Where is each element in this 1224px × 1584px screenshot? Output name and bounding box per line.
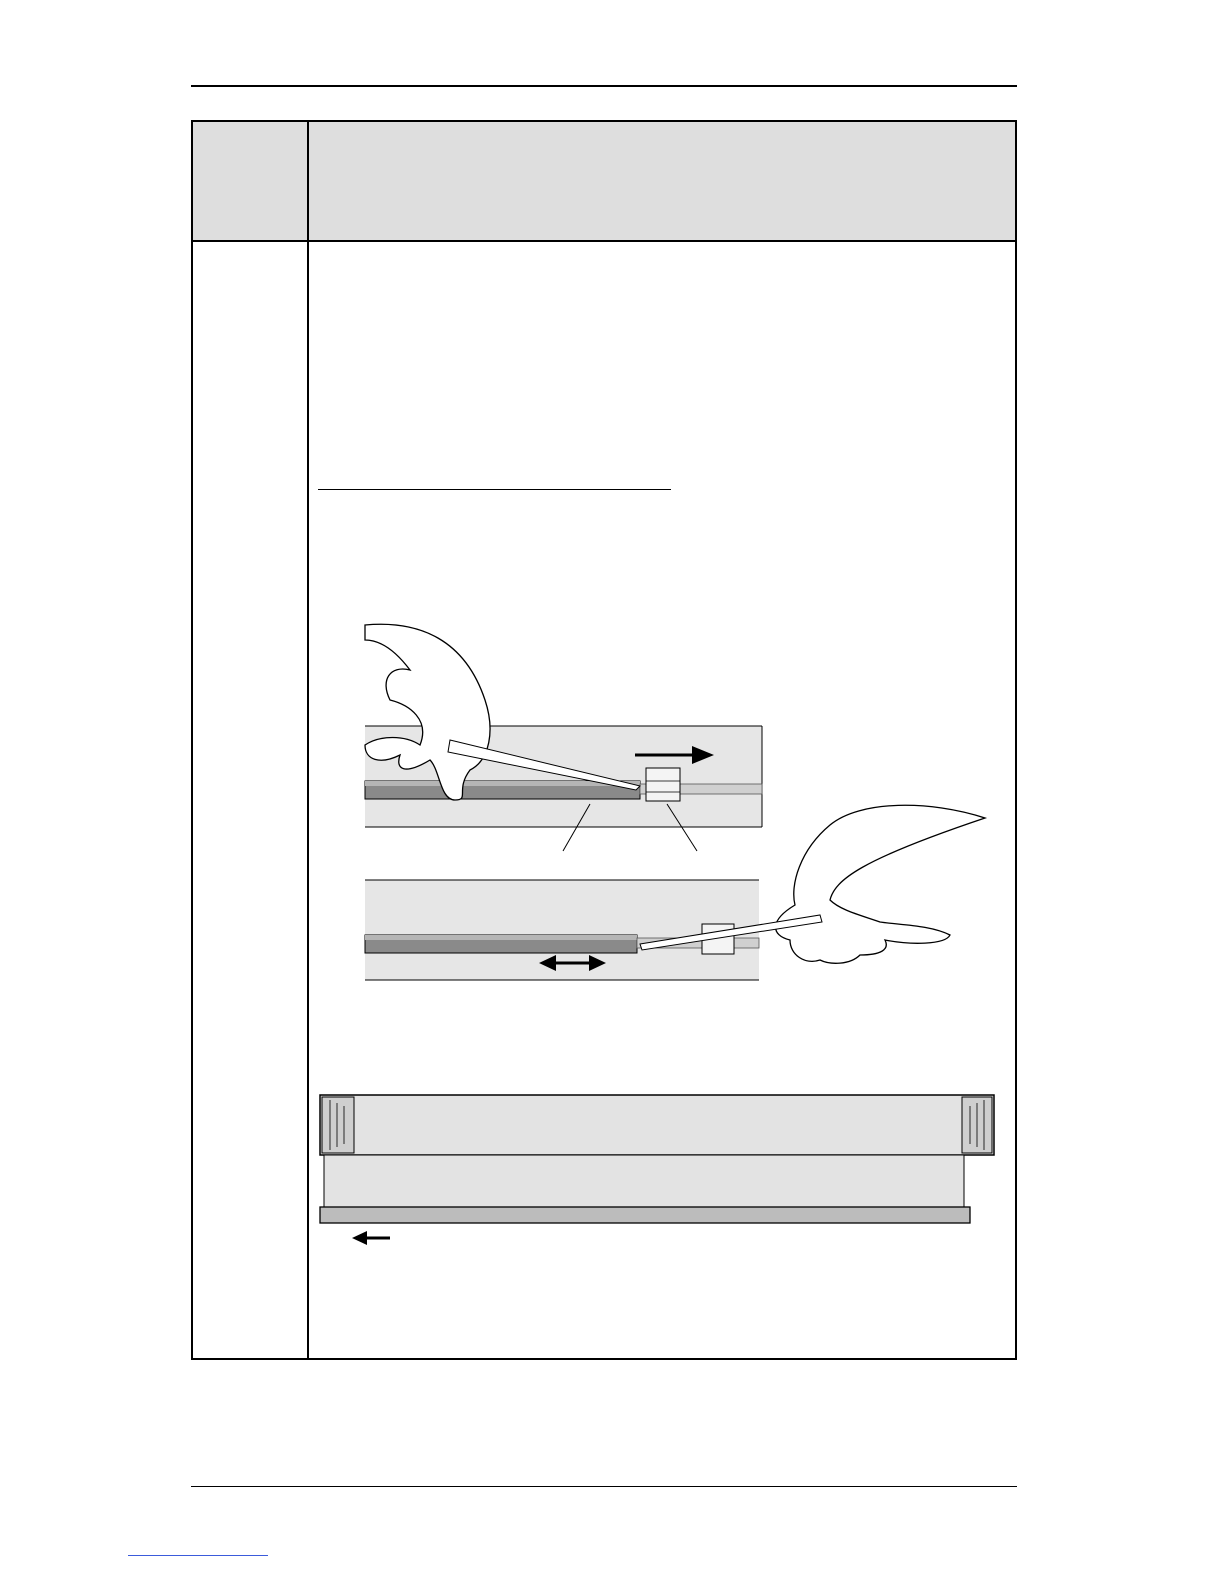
left-arrow-icon <box>352 1231 367 1245</box>
footer-link-underline[interactable] <box>128 1555 268 1556</box>
footer-rule <box>191 1486 1017 1487</box>
left-end-cap-icon <box>322 1097 354 1153</box>
right-end-cap-icon <box>962 1097 992 1153</box>
